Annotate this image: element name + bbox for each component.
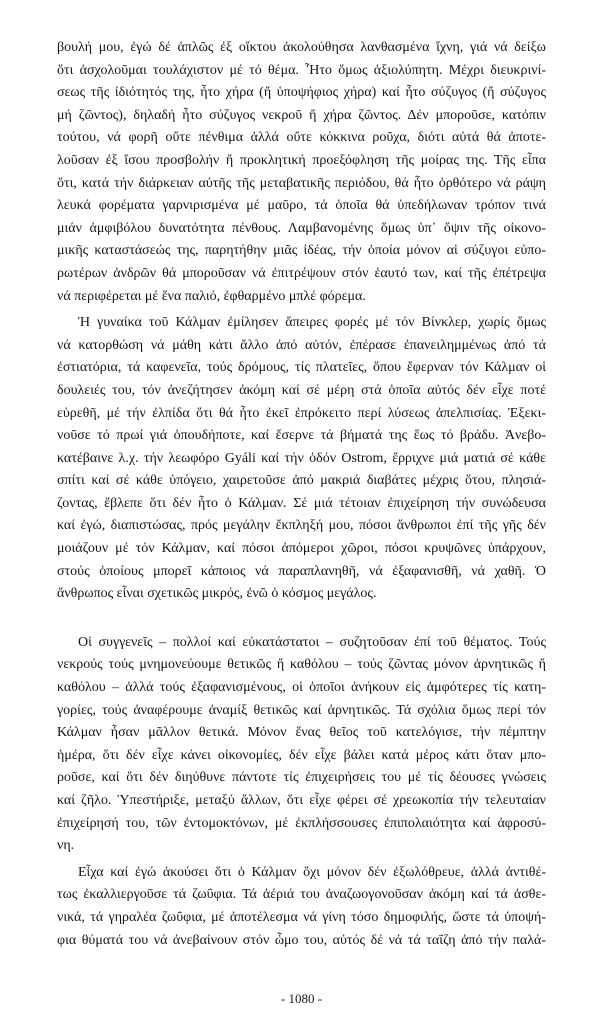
body-text [57,37,546,952]
text-line: κατέβαινε λ.χ. τήν λεωφόρο Gyáli καί τήν ὁδόν Ostrom, ἔρριχνε μιά ματιά σέ κάθε [57,450,546,466]
text-line: στούς ὁποίους μπορεῖ κάποιος νά παραπλανηθῆ, νά ἐξαφανισθῆ, νά χαθῆ. Ὁ [57,563,546,579]
text-line: νεκρούς τούς μνημονεύουμε θετικῶς ἤ καθόλου – τούς ζῶντας μόνον ἀρνητικῶς ἤ [57,657,546,673]
text-line: καί ἐγώ, διαπιστώσας, πρός μεγάλην ἔκπληξή μου, πόσοι ἄνθρωποι ἐπί τῆς γῆς δέν [57,518,546,534]
text-line: εὑρεθῆ, μέ τήν ἐλπίδα ὅτι θά ἦτο ἐκεῖ ἐπρόκειτο περί λύσεως ἀπελπισίας. Ἐξεκι- [57,405,546,421]
text-line: ὅτι, κατά τήν διάρκειαν αὐτῆς τῆς μεταβατικῆς περιόδου, θά ἦτο ὀρθότερο νά ράψη [57,175,546,191]
paragraph-4 [57,862,546,952]
text-line: Ἡ γυναίκα τοῦ Κάλμαν ἐμίλησεν ἄπειρες φορές μέ τόν Βίνκλερ, χωρίς ὅμως [78,315,546,331]
text-line: μικῆς καταστάσεώς της, παρητήθην μιᾶς ἰδέας, τήν ὁποία μόνον αἱ σύζυγοι εὐπο- [57,243,546,259]
text-line: καί ζῆλο. Ὑπεστήριξε, μεταξύ ἄλλων, ὅτι εἶχε φέρει σέ χρεωκοπία τήν τελευταίαν [57,793,546,808]
text-line: γορίες, τούς ἀναφέρουμε ἀναμίξ θετικῶς καί ἀρνητικῶς. Τά σχόλια ὅμως περί τόν [57,702,546,718]
text-line: Κάλμαν ἦσαν μᾶλλον θετικά. Μόνον ἕνας θεῖος τοῦ κατελόγισε, τήν πέμπτην [57,725,546,741]
text-line: ἄνθρωπος εἶναι σχετικῶς μικρός, ἐνῶ ὁ κόσμος μεγάλος. [57,586,377,602]
text-line: ρωτέρων ἀνδρῶν θά μποροῦσαν νά ἐπιτρέψουν στόν ἑαυτό των, καί τῆς ἐπέτρεψα [57,265,546,281]
text-line: ἐπιχείρησή του, τῶν ἐντομοκτόνων, μέ ἐκπλήσσουσες ἐπιπολαιότητα καί ἀφροσύ- [57,815,546,831]
text-line: φια θύματά του νά ἀνεβαίνουν στόν ὦμο του, αὐτός δέ νά τά ταΐζη ἀπό τήν παλά- [57,932,546,948]
text-line: τούτου, νά φορῆ οὔτε πένθιμα ἀλλά οὔτε κόκκινα ροῦχα, διότι αὐτά θά ἀποτε- [57,130,546,146]
text-line: σπίτι καί σέ κάθε ὑπόγειο, χαιρετοῦσε ἀπό μακριά διαβάτες μέχρις ὅτου, πλησιά- [57,473,546,489]
text-line: ζοντας, ἔβλεπε ὅτι δέν ἦτο ὁ Κάλμαν. Σέ μιά τέτοιαν ἐπιχείρηση τήν συνώδευσα [57,495,546,511]
text-line: Εἶχα καί ἐγώ ἀκούσει ὅτι ὁ Κάλμαν ὄχι μόνον δέν ἐξωλόθρευε, ἀλλά ἀντιθέ- [78,864,546,880]
text-line: δουλειές του, τόν ἀνεζήτησεν ἀκόμη καί σέ μέρη στά ὁποῖα αὐτός δέν εἶχε ποτέ [57,382,546,398]
text-line: νη. [57,838,75,854]
text-line: λευκά φορέματα γαρνιρισμένα μέ μαῦρο, τά ὁποῖα θά ὑπεδήλωναν τρόπον τινά [57,198,546,214]
text-line: μοιάζουν μέ τόν Κάλμαν, καί πόσοι ἀπόμεροι χῶροι, πόσοι κρυψῶνες ὑπάρχουν, [57,541,546,557]
page-number: - 1080 - [280,991,323,1006]
text-line: νοῦσε τό πρωί γιά ὁπουδήποτε, καί ἔσερνε τά βήματά της ἕως τό βράδυ. Ἀνεβο- [57,428,546,444]
text-line: σεως τῆς ἰδιότητός της, ἦτο χήρα (ἤ ὑποψήφιος χήρα) καί ἦτο σύζυγος (ἤ σύζυγος [57,85,546,101]
text-line: νά περιφέρεται μέ ἕνα παλιό, ἐφθαρμένο μπλέ φόρεμα. [57,288,366,304]
text-line: ροῦσε, καί ὅτι δέν διηύθυνε πάντοτε τίς ἐπιχειρήσεις του μέ τίς δέουσες γνώσεις [57,770,546,786]
paragraph-2 [57,312,546,606]
text-line: καθόλου – ἀλλά τούς ἐξαφανισμένους, οἱ ὁποῖοι ἀνήκουν εἰς ἀμφότερες τίς κατη- [57,680,546,696]
text-line: ἐστιατόρια, τά καφενεῖα, τούς δρόμους, τίς πλατεῖες, ὅπου ἔφερναν τόν Κάλμαν οἱ [57,360,546,376]
text-line: ἡμέρα, ὅτι δέν εἶχε κάνει οἰκονομίες, δέν εἶχε βάλει κατά μέρος κάτι ὅταν μπο- [57,747,546,763]
text-line: νικά, τά γηραλέα ζωΰφια, μέ ἀποτέλεσμα νά γίνη τόσο δημοφιλής, ὥστε τά ὑποψή- [57,909,546,925]
text-line: Οἱ συγγενεῖς – πολλοί καί εὐκατάστατοι – συζητοῦσαν ἐπί τοῦ θέματος. Τούς [78,634,546,650]
paragraph-1 [57,37,546,308]
text-line: βουλή μου, ἐγώ δέ ἁπλῶς ἐξ οἴκτου ἀκολούθησα λανθασμένα ἴχνη, γιά νά δείξω [57,40,546,55]
text-line: λοῦσαν ἐξ ἴσου προσβολήν ἤ προκλητική προεξόφληση τῆς μοίρας της. Τῆς εἶπα [57,152,546,168]
text-line: νά κατορθώση νά μάθη κάτι ἄλλο ἀπό αὐτόν, ἐπέρασε ἐπανειλημμένως ἀπό τά [57,337,546,353]
text-line: ὅτι ἀσχολοῦμαι τουλάχιστον μέ τό θέμα. Ἦτο ὅμως ἀξιολύπητη. Μέχρι διευκρινί- [57,62,546,78]
paragraph-3 [57,632,546,858]
text-line: μιάν ἀμφιβόλου δυνατότητα πένθους. Λαμβανομένης ὅμως ὑπ᾽ ὄψιν τῆς οἰκονο- [57,220,546,236]
text-line: τως ἐκαλλιεργοῦσε τά ζωΰφια. Τά ἀέριά του ἀναζωογονοῦσαν ἀκόμη καί τά ἀσθε- [57,887,546,903]
text-line: μή ζῶντος), δηλαδή ἦτο σύζυγος νεκροῦ ἤ χήρα ζῶντος. Δέν μποροῦσε, κατόπιν [57,107,546,123]
